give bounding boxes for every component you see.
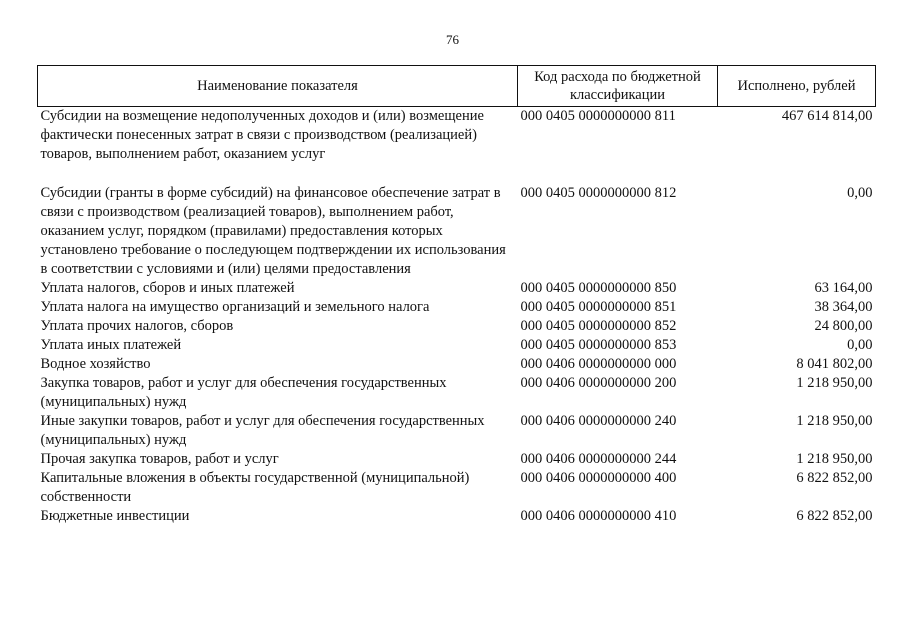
row-amount: 63 164,00 [814,280,873,296]
row-code: 000 0405 0000000000 850 [520,280,677,296]
table-row [38,298,876,317]
row-code: 000 0406 0000000000 200 [520,375,677,391]
row-name: Водное хозяйство [40,356,151,372]
table-row [38,507,876,526]
row-amount: 0,00 [847,337,873,353]
row-code: 000 0406 0000000000 244 [520,451,677,467]
page-number: 76 [446,32,459,47]
row-amount: 467 614 814,00 [781,108,873,124]
row-name: Бюджетные инвестиции [40,508,190,524]
table-row [38,279,876,298]
row-name: Капитальные вложения в объекты государственной (муниципальной) собственности [40,470,470,505]
header-name: Наименование показателя [38,66,518,107]
row-amount: 6 822 852,00 [796,508,873,524]
row-name: Прочая закупка товаров, работ и услуг [40,451,279,467]
row-amount: 24 800,00 [814,318,873,334]
row-amount: 1 218 950,00 [796,375,873,391]
budget-table [37,65,876,526]
table-row [38,317,876,336]
row-name: Закупка товаров, работ и услуг для обеспечения государственных (муниципальных) нужд [40,375,447,410]
row-amount: 0,00 [847,185,873,201]
row-name: Субсидии (гранты в форме субсидий) на финансовое обеспечение затрат в связи с производством (реализацией товаров), выполнением работ, оказанием услуг, порядком (правилами) предоставления которых установлено требование о последующем подтверждении их использования в соответствии с условиями и (или) целями предоставления [40,185,506,277]
table-row [38,355,876,374]
row-amount: 1 218 950,00 [796,413,873,429]
row-code: 000 0406 0000000000 000 [520,356,677,372]
table-row [38,336,876,355]
row-name: Уплата иных платежей [40,337,182,353]
table-header-row [38,66,876,107]
row-amount: 6 822 852,00 [796,470,873,486]
row-amount: 1 218 950,00 [796,451,873,467]
header-amount: Исполнено, рублей [718,66,876,107]
table-row [38,450,876,469]
row-code: 000 0406 0000000000 410 [520,508,677,524]
table-row [38,374,876,412]
row-name: Субсидии на возмещение недополученных доходов и (или) возмещение фактически понесенных затрат в связи с производством (реализацией) товаров, выполнением работ, оказанием услуг [40,108,484,162]
row-name: Иные закупки товаров, работ и услуг для обеспечения государственных (муниципальных) нужд [40,413,485,448]
row-code: 000 0405 0000000000 811 [520,108,676,124]
table-row [38,469,876,507]
row-amount: 8 041 802,00 [796,356,873,372]
table-row [38,184,876,279]
row-name: Уплата налога на имущество организаций и земельного налога [40,299,430,315]
row-name: Уплата прочих налогов, сборов [40,318,234,334]
row-amount: 38 364,00 [814,299,873,315]
header-code: Код расхода по бюджетной классификации [518,66,718,107]
table-row [38,412,876,450]
table-row [38,107,876,185]
row-code: 000 0405 0000000000 812 [520,185,677,201]
row-code: 000 0406 0000000000 400 [520,470,677,486]
row-code: 000 0405 0000000000 852 [520,318,677,334]
row-name: Уплата налогов, сборов и иных платежей [40,280,295,296]
row-code: 000 0406 0000000000 240 [520,413,677,429]
row-code: 000 0405 0000000000 851 [520,299,677,315]
row-code: 000 0405 0000000000 853 [520,337,677,353]
